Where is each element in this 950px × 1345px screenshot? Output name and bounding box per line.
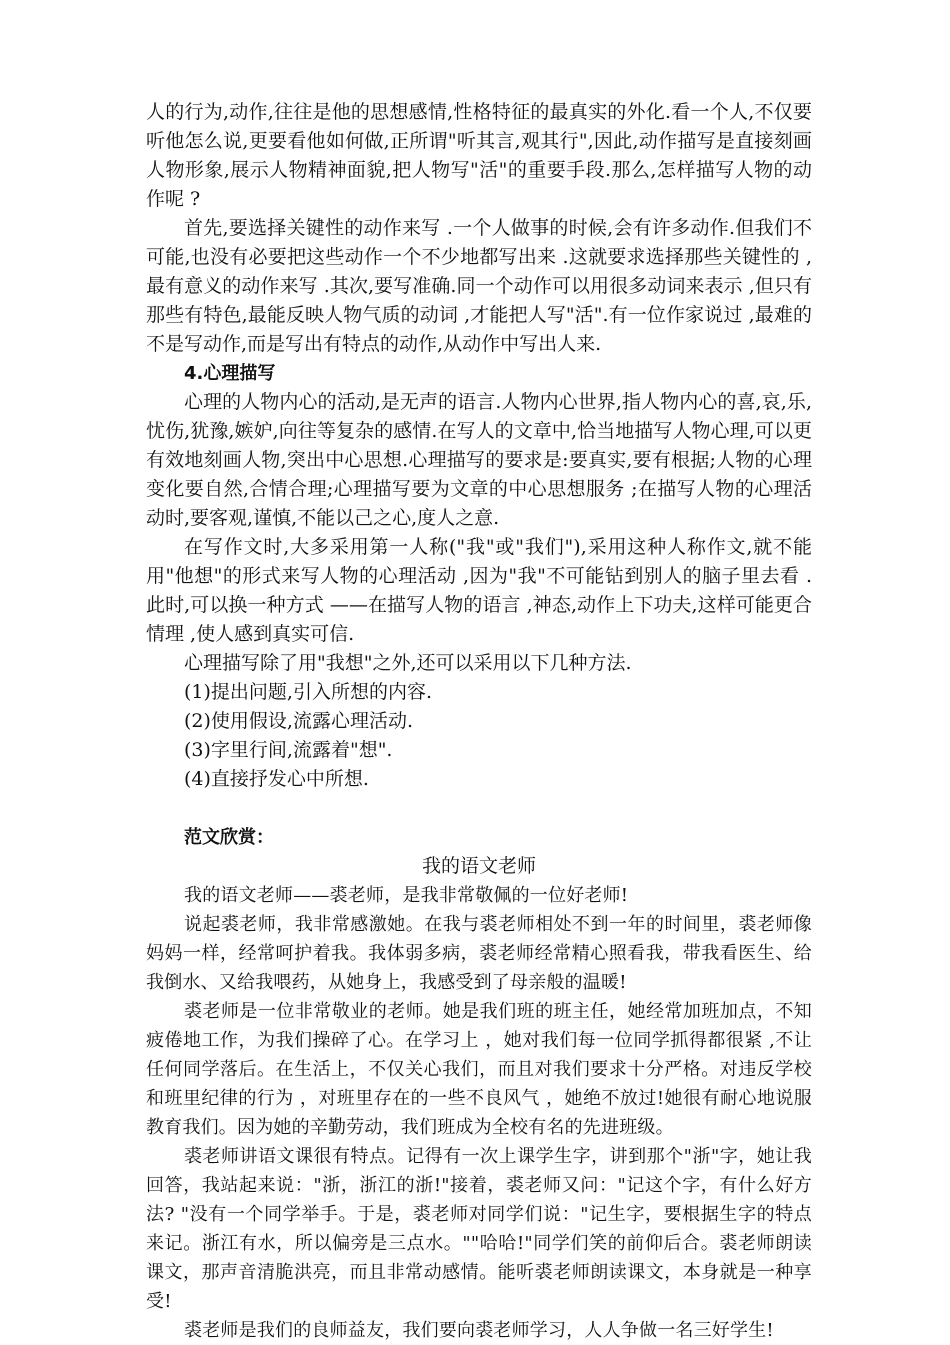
method-item: (3)字里行间,流露着"想". [184, 739, 393, 761]
essay-paragraph: 裘老师是一位非常敬业的老师。她是我们班的班主任，她经常加班加点，不知疲倦地工作，为我们操碎了心。在学习上 ，她对我们每一位同学抓得都很紧 ,不让任何同学落后。在生活上，不仅关心我们，而且对我们要求十分严格。对违反学校和班里纪律的行为 ，对班里存在的一些不良风气 ，她绝不放过!她很有耐心地说服教育我们。因为她的辛勤劳动，我们班成为全校有名的先进班级。 [146, 1001, 812, 1138]
psychology-paragraph-2: 在写作文时,大多采用第一人称("我"或"我们"),采用这种人称作文,就不能用"他想"的形式来写人物的心理活动 ,因为"我"不可能钻到别人的脑子里去看 .此时,可以换一种方式 ——在描写人物的语言 ,神态,动作上下功夫,这样可能更合情理 ,使人感到真实可信. [146, 536, 812, 645]
example-heading: 范文欣赏： [184, 827, 274, 848]
key-action-paragraph: 首先,要选择关键性的动作来写 .一个人做事的时候,会有许多动作.但我们不可能,也没有必要把这些动作一个不少地都写出来 .这就要求选择那些关键性的 ,最有意义的动作来写 .其次,要写准确.同一个动作可以用很多动词来表示 ,但只有那些有特色,最能反映人物气质的动词 ,才能把人写"活".有一位作家说过 ,最难的不是写动作,而是写出有特点的动作,从动作中写出人来. [146, 217, 812, 355]
method-item: (4)直接抒发心中所想. [184, 768, 369, 790]
method-item: (2)使用假设,流露心理活动. [184, 710, 413, 732]
essay-paragraph: 说起裘老师，我非常感激她。在我与裘老师相处不到一年的时间里，裘老师像妈妈一样，经常呵护着我。我体弱多病，裘老师经常精心照看我，带我看医生、给我倒水、又给我喂药，从她身上，我感受到了母亲般的温暖! [146, 914, 812, 993]
essay-paragraph: 裘老师是我们的良师益友，我们要向裘老师学习，人人争做一名三好学生! [184, 1320, 774, 1341]
essay-paragraph: 裘老师讲语文课很有特点。记得有一次上课学生字，讲到那个"浙"字，她让我回答，我站起来说："浙，浙江的浙!"接着，裘老师又问："记这个字，有什么好方法? "没有一个同学举手。于是，裘老师对同学们说："记生字，要根据生字的特点来记。浙江有水，所以偏旁是三点水。""哈哈!"同学们笑的前仰后合。裘老师朗读课文，那声音清脆洪亮，而且非常动感情。能听裘老师朗读课文，本身就是一种享受! [146, 1146, 812, 1312]
action-description-paragraph: 人的行为,动作,往往是他的思想感情,性格特征的最真实的外化.看一个人,不仅要听他怎么说,更要看他如何做,正所谓"听其言,观其行",因此,动作描写是直接刻画人物形象,展示人物精神面貌,把人物写"活"的重要手段.那么,怎样描写人物的动作呢 ? [146, 101, 812, 210]
document-body [146, 98, 812, 1345]
psychology-paragraph-3: 心理描写除了用"我想"之外,还可以采用以下几种方法. [184, 652, 632, 674]
psychology-paragraph-1: 心理的人物内心的活动,是无声的语言.人物内心世界,指人物内心的喜,哀,乐,忧伤,犹豫,嫉妒,向往等复杂的感情.在写人的文章中,恰当地描写人物心理,可以更有效地刻画人物,突出中心思想.心理描写的要求是:要真实,要有根据;人物的心理变化要自然,合情合理;心理描写要为文章的中心思想服务 ;在描写人物的心理活动时,要客观,谨慎,不能以己之心,度人之意. [146, 391, 812, 529]
essay-title: 我的语文老师 [421, 855, 536, 877]
essay-paragraph: 我的语文老师——裘老师，是我非常敬佩的一位好老师! [184, 885, 629, 906]
section-heading-psychology: 4.心理描写 [184, 363, 276, 384]
method-item: (1)提出问题,引入所想的内容. [184, 681, 432, 703]
blank-line [146, 794, 812, 823]
